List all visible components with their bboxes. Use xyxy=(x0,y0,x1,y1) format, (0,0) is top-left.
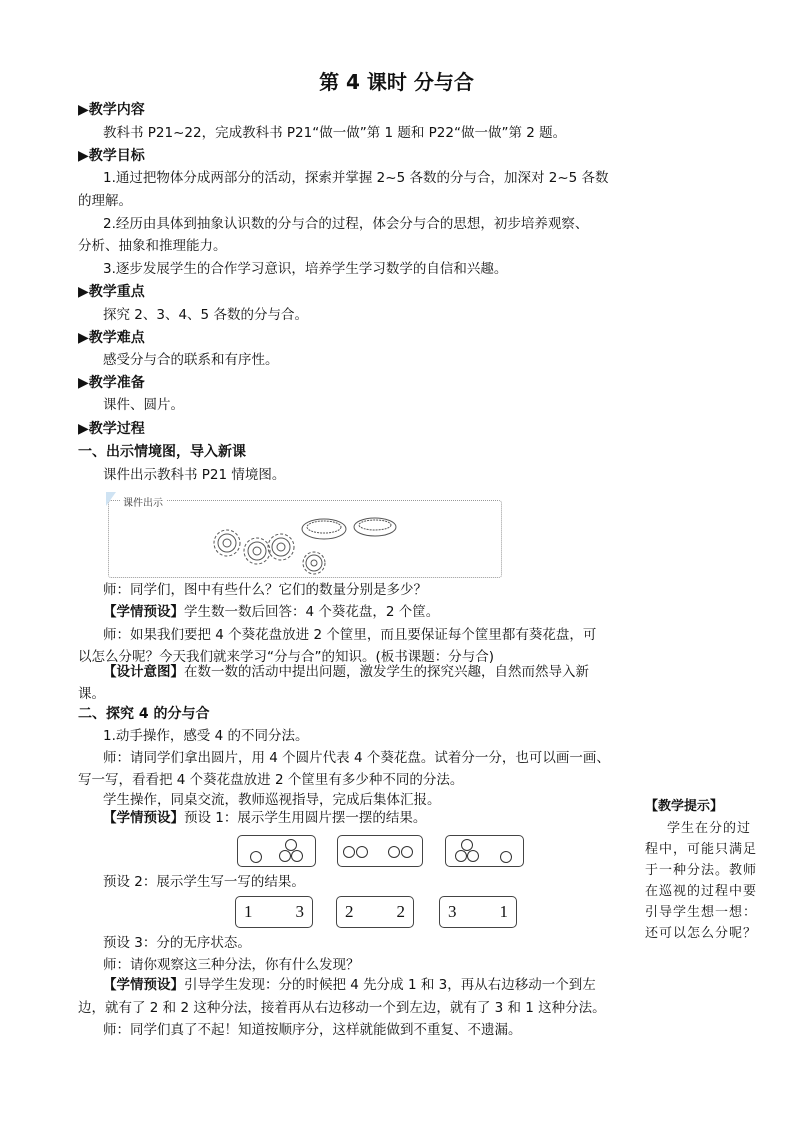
tag: 【学情预设】 xyxy=(103,604,184,620)
sidebar-title: 【教学提示】 xyxy=(645,799,724,814)
number-split-card xyxy=(235,896,313,928)
disc-icon xyxy=(455,850,467,862)
paragraph: 1.通过把物体分成两部分的活动，探索并掌握 2~5 各数的分与合，加深对 2~5 各数 xyxy=(103,170,609,186)
basket-icon xyxy=(354,518,396,536)
tag: 【学情预设】 xyxy=(103,810,184,826)
paragraph: 的理解。 xyxy=(78,193,132,209)
split-left: 1 xyxy=(244,902,253,921)
number-split-card xyxy=(336,896,414,928)
sunflower-icon xyxy=(268,534,294,560)
paragraph: 师：请你观察这三种分法，你有什么发现？ xyxy=(103,957,360,973)
disc-icon xyxy=(356,846,368,858)
split-right: 3 xyxy=(295,902,304,921)
paragraph: 课件出示教科书 P21 情境图。 xyxy=(103,467,286,483)
paragraph xyxy=(103,976,596,994)
paragraph: 课件、圆片。 xyxy=(103,397,184,413)
paragraph: 感受分与合的联系和有序性。 xyxy=(103,352,279,368)
paragraph: 以怎么分呢？今天我们就来学习“分与合”的知识。(板书课题：分与合) xyxy=(78,649,495,665)
paragraph: 写一写，看看把 4 个葵花盘放进 2 个筐里有多少种不同的分法。 xyxy=(78,772,464,788)
sunflower-icon xyxy=(303,552,325,574)
paragraph: 2.经历由具体到抽象认识数的分与合的过程，体会分与合的思想，初步培养观察、 xyxy=(103,216,589,232)
section-1-heading: 一、出示情境图，导入新课 xyxy=(78,444,246,460)
paragraph: 预设 2：展示学生写一写的结果。 xyxy=(103,874,305,890)
disc-icon xyxy=(500,851,512,863)
paragraph: 边，就有了 2 和 2 这种分法，接着再从右边移动一个到左边，就有了 3 和 1 这种分法。 xyxy=(78,1000,606,1016)
text: 学生数一数后回答：4 个葵花盘，2 个筐。 xyxy=(184,604,440,620)
basket-icon xyxy=(302,519,346,539)
split-right: 2 xyxy=(396,902,405,921)
split-left: 3 xyxy=(448,902,457,921)
sunflowers-baskets-illustration xyxy=(109,501,501,577)
disc-icon xyxy=(467,850,479,862)
heading-preparation: ▶教学准备 xyxy=(78,375,145,391)
circle-split-1-3 xyxy=(237,835,316,867)
paragraph: 师：同学们真了不起！知道按顺序分，这样就能做到不重复、不遗漏。 xyxy=(103,1022,522,1038)
number-split-card xyxy=(439,896,517,928)
sunflower-icon xyxy=(214,530,240,556)
heading-difficulty: ▶教学难点 xyxy=(78,330,145,346)
disc-icon xyxy=(291,850,303,862)
text: 引导学生发现：分的时候把 4 先分成 1 和 3，再从右边移动一个到左 xyxy=(184,977,596,993)
heading-goals: ▶教学目标 xyxy=(78,148,145,164)
section-2-heading: 二、探究 4 的分与合 xyxy=(78,706,210,722)
paragraph: 课。 xyxy=(78,686,105,702)
paragraph xyxy=(103,809,426,827)
heading-content: ▶教学内容 xyxy=(78,102,145,118)
tip-line: 引导学生想一想： xyxy=(645,905,758,920)
circle-split-2-2 xyxy=(337,835,423,867)
split-right: 1 xyxy=(499,902,508,921)
paragraph: 教科书 P21~22，完成教科书 P21“做一做”第 1 题和 P22“做一做”第 2 题。 xyxy=(103,125,567,141)
page-title: 第 4 课时 分与合 xyxy=(319,70,474,94)
disc-icon xyxy=(401,846,413,858)
tip-line: 在巡视的过程中要 xyxy=(645,884,758,899)
circle-split-3-1 xyxy=(445,835,524,867)
sunflower-icon xyxy=(244,538,270,564)
tag: 【设计意图】 xyxy=(103,664,184,680)
disc-icon xyxy=(343,846,355,858)
paragraph: 分析、抽象和推理能力。 xyxy=(78,238,227,254)
tip-line: 于一种分法。教师 xyxy=(645,863,758,878)
corner-decoration xyxy=(106,492,116,506)
text: 预设 1：展示学生用圆片摆一摆的结果。 xyxy=(184,810,427,826)
paragraph: 学生操作，同桌交流，教师巡视指导，完成后集体汇报。 xyxy=(103,792,441,808)
text: 在数一数的活动中提出问题，激发学生的探究兴趣，自然而然导入新 xyxy=(184,664,589,680)
tag: 【学情预设】 xyxy=(103,977,184,993)
teaching-tip xyxy=(645,818,785,944)
heading-key: ▶教学重点 xyxy=(78,284,145,300)
paragraph: 探究 2、3、4、5 各数的分与合。 xyxy=(103,307,308,323)
paragraph: 1.动手操作，感受 4 的不同分法。 xyxy=(103,728,309,744)
disc-icon xyxy=(279,850,291,862)
split-left: 2 xyxy=(345,902,354,921)
tip-line: 还可以怎么分呢？ xyxy=(645,926,758,941)
disc-icon xyxy=(250,851,262,863)
figure-label: 课件出示 xyxy=(120,494,166,509)
paragraph: 3.逐步发展学生的合作学习意识，培养学生学习数学的自信和兴趣。 xyxy=(103,261,508,277)
paragraph xyxy=(103,603,439,621)
tip-line: 程中，可能只满足 xyxy=(645,842,758,857)
disc-icon xyxy=(388,846,400,858)
paragraph: 师：同学们，图中有些什么？它们的数量分别是多少？ xyxy=(103,582,427,598)
paragraph: 师：请同学们拿出圆片，用 4 个圆片代表 4 个葵花盘。试着分一分，也可以画一画、 xyxy=(103,750,610,766)
tip-line: 学生在分的过 xyxy=(667,821,752,836)
paragraph xyxy=(103,663,589,681)
paragraph: 预设 3：分的无序状态。 xyxy=(103,935,251,951)
paragraph: 师：如果我们要把 4 个葵花盘放进 2 个筐里，而且要保证每个筐里都有葵花盘，可 xyxy=(103,627,597,643)
heading-process: ▶教学过程 xyxy=(78,421,145,437)
courseware-figure xyxy=(108,500,502,578)
